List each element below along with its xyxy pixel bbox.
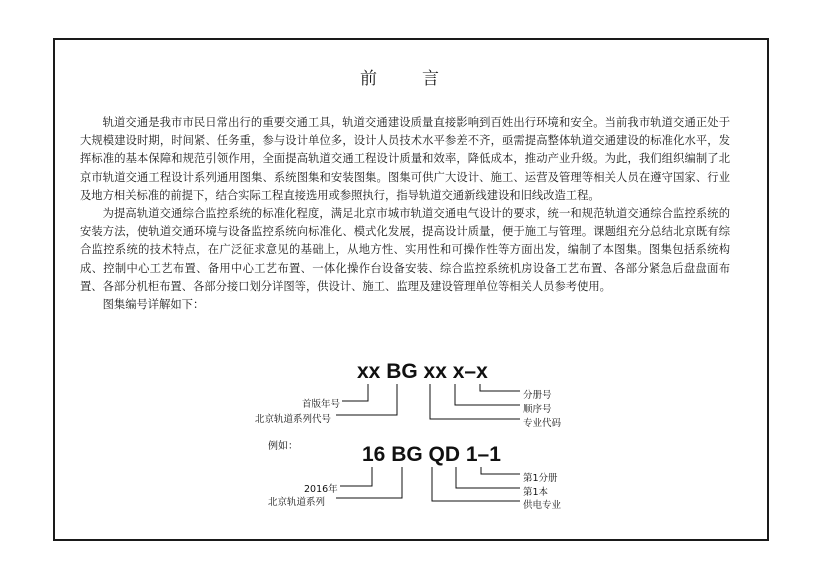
label-volume-no: 分册号 — [523, 390, 552, 401]
label-first-edition-year: 首版年号 — [302, 399, 341, 410]
paragraph: 图集编号详解如下： — [102, 298, 205, 312]
label-sequence-no: 顺序号 — [523, 404, 552, 415]
page-title: 前 言 — [360, 69, 453, 89]
example-code-text: 16 BG QD 1–1 — [362, 443, 501, 466]
leader-first-edition-year — [342, 384, 368, 401]
label-example-book: 第1本 — [523, 487, 549, 498]
leader-volume-no — [480, 384, 520, 391]
leader-example-series — [336, 467, 402, 498]
label-example-series: 北京轨道系列 — [268, 497, 326, 508]
leader-example-discipline — [432, 467, 520, 501]
leader-example-book — [456, 467, 520, 488]
leader-sequence-no — [455, 384, 520, 405]
example-prefix: 例如： — [268, 441, 298, 452]
label-example-year: 2016年 — [304, 484, 338, 495]
leader-example-year — [340, 467, 372, 486]
leader-example-volume — [481, 467, 520, 474]
paragraph: 轨道交通是我市市民日常出行的重要交通工具，轨道交通建设质量直接影响到百姓出行环境和安全。当前我市轨道交通正处于大规模建设时期，时间紧、任务重，参与设计单位多，设计人员技术水平参差不齐，亟需提高整体轨道交通建设的标准化水平，发挥标准的基本保障和规范引领作用，全面提高轨道交通工程设计质量和效率，降低成本，推动产业升级。为此，我们组织编制了北京市轨道交通工程设计系列通用图集、系统图集和安装图集。图集可供广大设计、施工、运营及管理等相关人员在遵守国家、行业及地方相关标准的前提下，结合实际工程直接选用或参照执行，指导轨道交通新线建设和旧线改造工程。 — [80, 116, 730, 202]
leader-series-code — [336, 384, 397, 415]
code-scheme-text: xx BG xx x–x — [357, 360, 488, 383]
paragraph: 为提高轨道交通综合监控系统的标准化程度，满足北京市城市轨道交通电气设计的要求，统一和规范轨道交通综合监控系统的安装方法，使轨道交通环境与设备监控系统向标准化、模式化发展，提高设计质量，便于施工与管理。课题组充分总结北京既有综合监控系统的技术特点，在广泛征求意见的基础上，从地方性、实用性和可操作性等方面出发，编制了本图集。图集包括系统构成、控制中心工艺布置、备用中心工艺布置、一体化操作台设备安装、综合监控系统机房设备工艺布置、各部分紧急后盘盘面布置、各部分机柜布置、各部分接口划分详图等，供设计、施工、监理及建设管理单位等相关人员参考使用。 — [80, 207, 730, 293]
leader-discipline-code — [430, 384, 520, 419]
label-discipline-code: 专业代码 — [523, 418, 562, 429]
label-example-volume: 第1分册 — [523, 473, 558, 484]
label-series-code: 北京轨道系列代号 — [255, 414, 332, 425]
label-example-discipline: 供电专业 — [523, 500, 562, 511]
